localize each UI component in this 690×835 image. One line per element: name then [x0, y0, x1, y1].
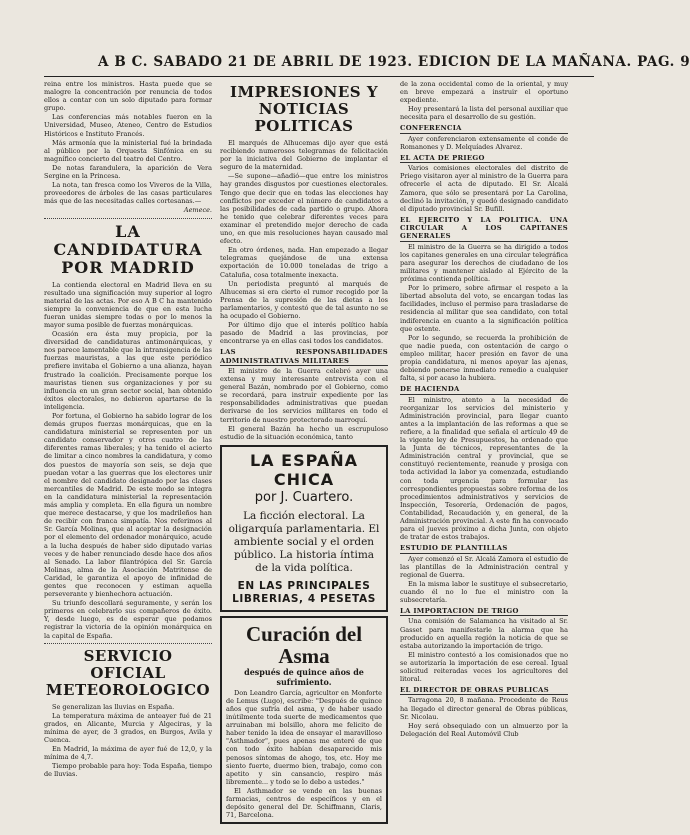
article-paragraph: Por lo primero, sobre afirmar el respeto a la libertad absoluta del voto, se encargan todas las facilidades, incluso el permiso para trasladarse de residencia al militar que sea candidato, con total indiferencia en cuanto a la significación política que ostente.: [400, 284, 568, 333]
article-paragraph: En otro órdenes, nada. Han empezado a llegar telegramas quejándose de una extensa exportación de 10.000 toneladas de trigo a Cataluña, cosa totalmente inexacta.: [220, 246, 388, 279]
section-heading: EL DIRECTOR DE OBRAS PUBLICAS: [400, 686, 568, 695]
article-paragraph: El ministro de la Guerra se ha dirigido a todos los capitanes generales en una circular telegráfica para asegurar los derechos de ciudadano de los militares y mantener aislado al Ejército de la próxima contienda política.: [400, 242, 568, 284]
section-heading: CONFERENCIA: [400, 124, 568, 133]
ad-footer: EN LAS PRINCIPALES LIBRERIAS, 4 PESETAS: [232, 579, 376, 605]
article-paragraph: El ministro, atento a la necesidad de reorganizar los servicios del ministerio y Administración provincial, para llegar cuanto antes a la implantación de las reformas a que se refiere, a la finalidad que señala el artículo 49 de la vigente ley de Presupuestos, ha ordenado que la Junta de técnicos, representantes de la Administración central y provincial, que se constituyó recientemente, reanude y prosiga con toda actividad la labor ya comenzada, estudiando con toda urgencia para formular las correspondientes propuestas sobre reforma de los procedimientos administrativos y servicios de Inspección, Tesorería, Ordenación de pagos, Contabilidad, Recaudación y, en general, de la Administración provincial. A este fin ha convocado para el jueves próximo a dicha Junta, con objeto de tratar de estos trabajos.: [400, 395, 568, 542]
article-paragraph: El ministro de la Guerra celebró ayer una extensa y muy interesante entrevista con el general Bazán, nombrado por el Gobierno, como se recordará, para instruir expediente por las responsabilidades administrativas que puedan derivarse de los servicios militares en todo el territorio de nuestro protectorado marroquí.: [220, 366, 388, 424]
asma-tail: El Asthmador se vende en las buenas farmacias, centros de específicos y en el depósito general del Dr. Schiffmann, Claris, 71, Barcelona.: [226, 786, 382, 820]
article-paragraph: Por último dijo que el interés político había pasado de Madrid a las provincias, por encontrarse ya en ellas casi todos los candidatos.: [220, 321, 388, 346]
ad-title: LA ESPAÑA CHICA: [249, 450, 358, 489]
headline-impresiones: IMPRESIONES Y NOTICIAS POLITICAS: [229, 83, 379, 135]
article-paragraph: Un periodista preguntó al marqués de Alhucemas si era cierto el rumor recogido por la Prensa de la supresión de las dietas a los parlamentarios, y contestó que de tal asunto no se ha ocupado el Gobierno.: [220, 279, 388, 320]
column-middle: [220, 80, 388, 828]
section-heading: LA IMPORTACION DE TRIGO: [400, 607, 568, 616]
article-paragraph: Tarragona 20, 8 mañana. Procedente de Reus ha llegado el director general de Obras públicas, Sr. Nicolau.: [400, 696, 568, 721]
ad-author: por J. Cuartero.: [254, 489, 354, 505]
article-paragraph: Ayer comenzó el Sr. Alcalá Zamora el estudio de las plantillas de la Administración central y regional de Guerra.: [400, 554, 568, 579]
article-paragraph: El ministro contestó a los comisionados que no se autorizaría la importación de ese cereal. Igual solicitud reiteradas veces los agricultores del litoral.: [400, 650, 568, 684]
advertisement-book: [220, 445, 388, 612]
article-paragraph: Por fortuna, el Gobierno ha sabido lograr de los demás grupos fuerzas monárquicas, que en la candidatura ministerial se representen por un candidato conservador y otros cuatro de las diferentes ramas liberales; y ha tenido el acierto de limitar a cinco nombres la candidatura, y como dos puestos de mayoría son seis, se deja que puedan votar a las guerras que los electores unir el nombre del candidato designado por las clases mercantiles de Madrid. De este modo se integra en la candidatura ministerial la representación más amplia y completa. En ella figura un nombre que merece destacarse, y que los madrileños han de recibir con franca simpatía. Nos referimos al Sr. García Molinas, que al aceptar la designación por el elemento del ordenador monárquico, acude a la lucha después de haber sido diputado varias veces y de haber renunciado desde hace dos años al Senado. La labor filantrópica del Sr. García Molinas, alma de la Asociación Matritense de Caridad, le garantiza el apoyo de infinidad de gentes que reconocen y estiman aquella perseverante y bienhechora actuación.: [44, 412, 212, 599]
article-paragraph: Su triunfo descollará seguramente, y serán los primeros en celebrarlo sus compañeros de éxito. Y, desde luego, es de esperar que podamos registrar la victoria de la opinión monárquica en la capital de España.: [44, 599, 212, 640]
divider: [44, 643, 212, 644]
weather-paragraph: Se generalizan las lluvias en España.: [52, 702, 175, 711]
ad-description: La ficción electoral. La oligarquía parlamentaria. El ambiente social y el orden público. La historia íntima de la vida política.: [228, 509, 380, 574]
article-paragraph: En la misma labor le sustituye el subsecretario, cuando él no lo fue el ministro con la subsecretaría.: [400, 579, 568, 605]
section-heading: EL ACTA DE PRIEGO: [400, 154, 568, 163]
article-paragraph: El marqués de Alhucemas dijo ayer que está recibiendo numerosos telegramas de felicitación por la iniciativa del Gobierno de implantar el seguro de la maternidad.: [220, 139, 388, 172]
weather-paragraph: En Madrid, la máxima de ayer fué de 12,0, y la mínima de 4,7.: [44, 745, 212, 762]
advertisement-asthma: [220, 616, 388, 825]
article-paragraph: Hoy será obsequiado con un almuerzo por la Delegación del Real Automóvil Club: [400, 721, 568, 738]
weather-paragraph: La temperatura máxima de anteayer fué de 21 grados, en Alicante, Murcia y Algeciras, y la mínima de ayer, de 3 grados, en Burgos, Avila y Cuenca.: [44, 711, 212, 744]
header-rule: [44, 76, 594, 77]
weather-paragraph: Tiempo probable para hoy: Toda España, tiempo de lluvias.: [44, 762, 212, 779]
column-left: [44, 80, 212, 828]
article-paragraph: de la zona occidental como de la oriental, y muy en breve empezará a instruir el oportuno expediente.: [400, 80, 568, 105]
section-heading: DE HACIENDA: [400, 385, 568, 394]
headline-candidatura: LA CANDIDATURA POR MADRID: [53, 221, 203, 277]
section-heading: LAS RESPONSABILIDADES ADMINISTRATIVAS MILITARES: [220, 348, 388, 365]
article-paragraph: Ocasión era ésta muy propicia, por la diversidad de candidaturas antimonárquicas, y nos parece lamentable que la intransigencia de las fuerzas mauristas, a las que este periódico prefiere invitaba el Gobierno a una alianza, hayan frustrado la coalición. Precisamente porque los mauristas tienen sus organizaciones y por su influencia en un gran sector social, han obtenido éxitos electorales, no debieron apartarse de la inteligencia.: [44, 330, 212, 411]
article-paragraph: Más armonía que la ministerial fué la brindada al público por la Orquesta Sinfónica en su magnífico concierto del teatro del Centro.: [44, 138, 212, 163]
page-header: A B C. SABADO 21 DE ABRIL DE 1923. EDICION DE LA MAÑANA. PAG. 9: [98, 54, 690, 70]
asma-body: Don Leandro García, agricultor en Monforte de Lemus (Lugo), escribe: "Después de quince años que sufría del asma, y de haber usado inútilmente toda suerte de medicamentos que arruinaban mi bolsillo, ahora me felicito de haber tenido la idea de ensayar el maravilloso "Asthmador", pues apenas me enteré de que con todo éxito habían desaparecido mis penosos síntomas de ahogo, tos, etc. Hoy me siento fuerte, duermo bien, trabajo, como con apetito y sin cansancio, respiro más libremente... y todo se lo debo a ustedes.": [226, 688, 382, 786]
section-heading: EL EJERCITO Y LA POLITICA. UNA CIRCULAR A LOS CAPITANES GENERALES: [400, 215, 568, 241]
asma-subtitle: después de quince años de sufrimiento.: [244, 666, 364, 687]
article-paragraph: Por lo segundo, se recuerda la prohibición de que nadie pueda, con ostentación de cargo o empleo militar, hacer presión en favor de una propia candidatura, ni menos apoyar las ajenas, debiendo ponerse inmediato remedio a cualquier falta, si por acaso la hubiera.: [400, 333, 568, 383]
article-paragraph: reina entre los ministros. Hasta puede que se malogre la concentración por renuncia de todos ellos a contar con un solo diputado para formar grupo.: [44, 80, 212, 113]
article-paragraph: Ayer conferenciaron extensamente el conde de Romanones y D. Melquíades Alvarez.: [400, 134, 568, 151]
article-paragraph: El general Bazán ha hecho un escrupuloso estudio de la situación económica, tanto: [220, 424, 388, 441]
article-paragraph: Las conferencias más notables fueron en la Universidad, Museo, Ateneo, Centro de Estudios Históricos e Instituto Francés.: [44, 113, 212, 138]
article-signature: Aemece.: [183, 206, 212, 215]
article-paragraph: La contienda electoral en Madrid lleva en su resultado una significación muy superior al logro material de las actas. Por eso A B C ha mantenido siempre la conveniencia de que en esta lucha fueran unidas siempre todas o por lo menos la mayor suma posible de fuerzas monárquicas.: [44, 280, 212, 329]
article-paragraph: Hoy presentará la lista del personal auxiliar que necesita para el desarrollo de su gestión.: [400, 105, 568, 122]
article-paragraph: De notas farandulera, la aparición de Vera Sergine en la Princesa.: [44, 163, 212, 181]
divider: [44, 218, 212, 219]
article-paragraph: Una comisión de Salamanca ha visitado al Sr. Gasset para manifestarle la alarma que ha producido en aquella región la noticia de que se estaba autorizando la importación de trigo.: [400, 617, 568, 650]
asma-title: Curación del Asma: [245, 621, 363, 668]
headline-meteorologico: SERVICIO OFICIAL METEOROLOGICO: [45, 646, 211, 699]
article-paragraph: —Se supone—añadió—que entre los ministros hay grandes disgustos por cuestiones electorales. Tengo que decir que en todas las elecciones hay conflictos por exceder el número de candidatos a las posibilidades de cada partido o grupo. Ahora he tenido que celebrar diferentes veces para examinar el pretendido mejor derecho de cada uno, en que mis resoluciones hayan causado mal efecto.: [220, 172, 388, 246]
section-heading: ESTUDIO DE PLANTILLAS: [400, 544, 568, 553]
article-paragraph: La nota, tan fresca como los Viveros de la Villa, proveedores de árboles de las casas particulares más que de las necesitadas calles cortesanas.—: [44, 181, 212, 206]
column-right: [400, 80, 568, 828]
article-paragraph: Varios comisiones electorales del distrito de Priego visitaron ayer al ministro de la Guerra para ofrecerle el acta de diputado. El Sr. Alcalá Zamora, que sólo se presentará por La Carolina, declinó la invitación, y quedó designado candidato el diputado provincial Sr. Bufill.: [400, 164, 568, 213]
